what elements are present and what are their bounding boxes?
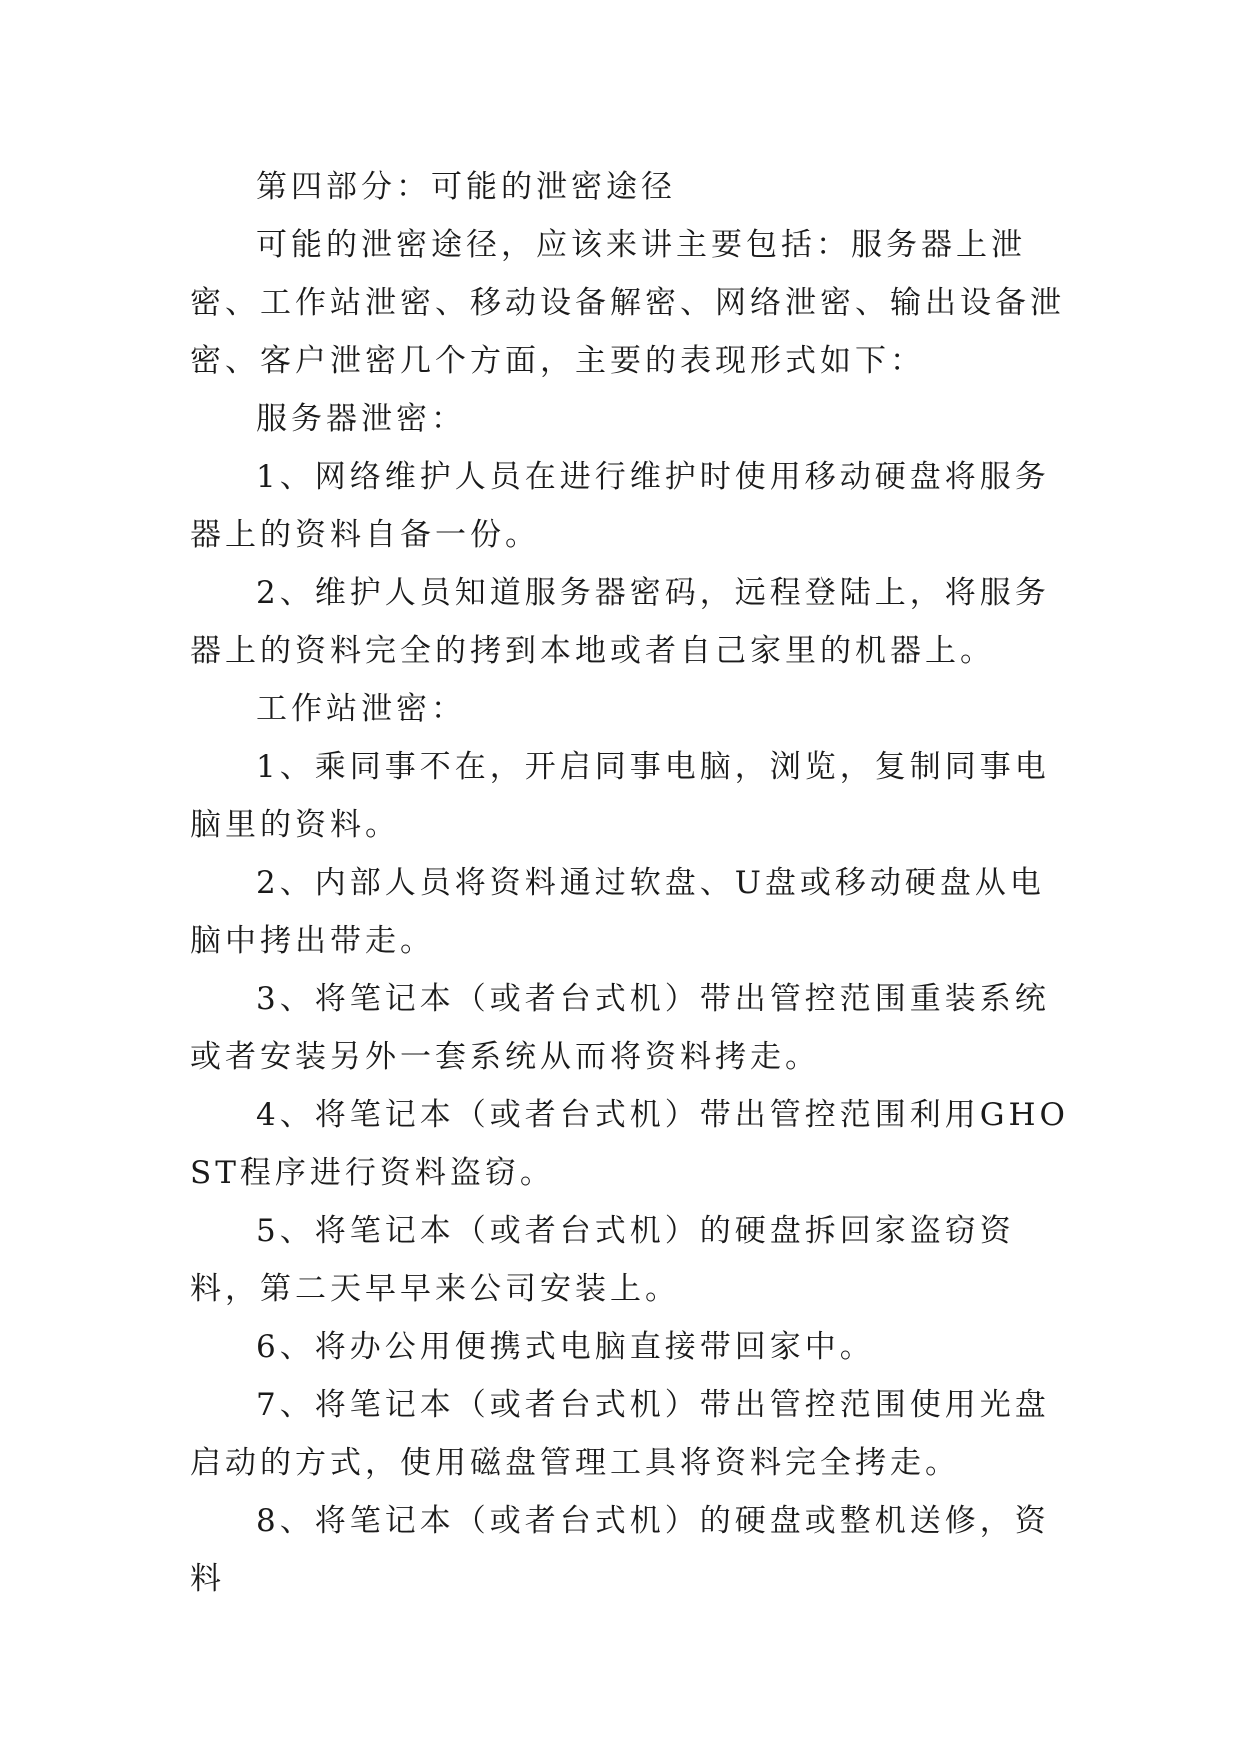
paragraph-intro: 可能的泄密途径，应该来讲主要包括：服务器上泄密、工作站泄密、移动设备解密、网络泄密、输出设备泄密、客户泄密几个方面，主要的表现形式如下： [190,227,1065,379]
list-item: 6、将办公用便携式电脑直接带回家中。 [256,1329,875,1365]
list-item: 2、维护人员知道服务器密码，远程登陆上，将服务器上的资料完全的拷到本地或者自己家里的机器上。 [190,575,1050,669]
list-item: 5、将笔记本（或者台式机）的硬盘拆回家盗窃资料，第二天早早来公司安装上。 [190,1213,1015,1307]
section-heading: 第四部分：可能的泄密途径 [256,169,676,205]
subheading-workstation-leak: 工作站泄密： [256,691,466,727]
subheading-server-leak: 服务器泄密： [256,401,466,437]
list-item: 2、内部人员将资料通过软盘、U盘或移动硬盘从电脑中拷出带走。 [190,865,1045,959]
list-item: 4、将笔记本（或者台式机）带出管控范围利用GHOST程序进行资料盗窃。 [190,1097,1069,1191]
list-item: 1、乘同事不在，开启同事电脑，浏览，复制同事电脑里的资料。 [190,749,1050,843]
list-item: 8、将笔记本（或者台式机）的硬盘或整机送修，资料 [190,1503,1050,1597]
document-body [190,158,1070,1608]
list-item: 7、将笔记本（或者台式机）带出管控范围使用光盘启动的方式，使用磁盘管理工具将资料完全拷走。 [190,1387,1050,1481]
list-item: 3、将笔记本（或者台式机）带出管控范围重装系统或者安装另外一套系统从而将资料拷走。 [190,981,1050,1075]
list-item: 1、网络维护人员在进行维护时使用移动硬盘将服务器上的资料自备一份。 [190,459,1050,553]
